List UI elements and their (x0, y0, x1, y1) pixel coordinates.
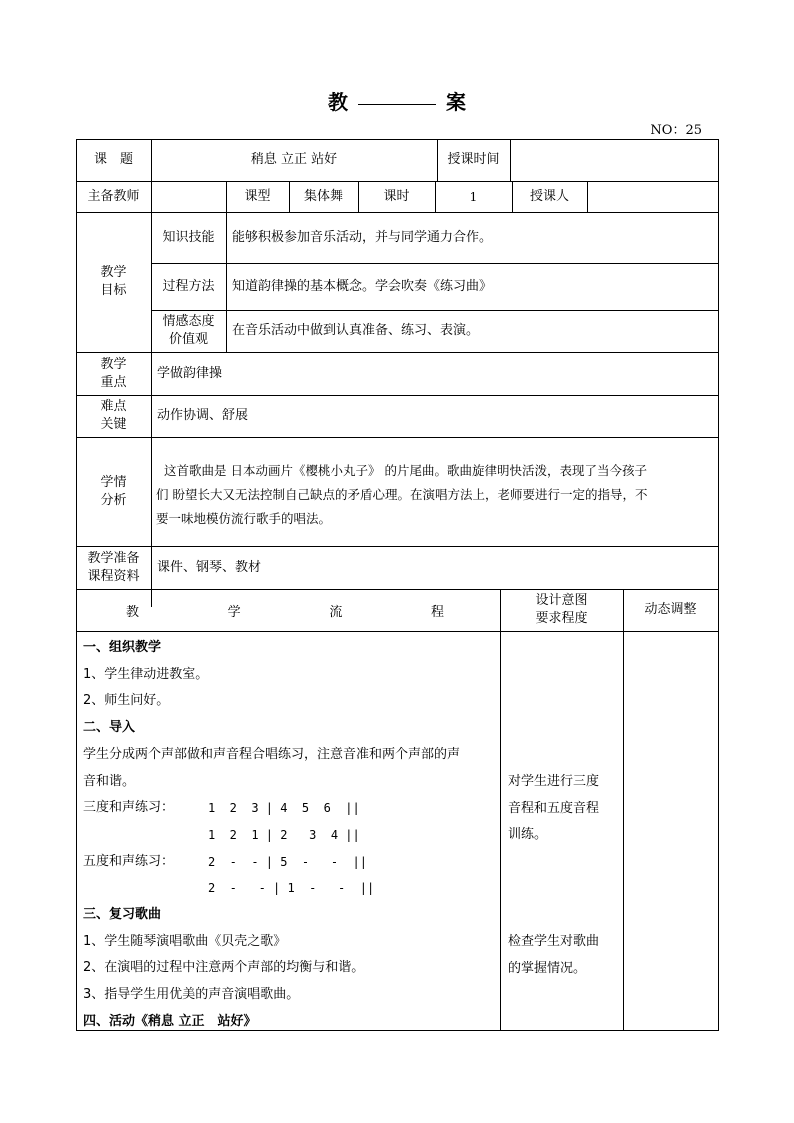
process-method-text: 知道韵律操的基本概念。学会吹奏《练习曲》 (232, 278, 493, 294)
lead-teacher-label: 主备教师 (87, 188, 140, 204)
goals-label-line2: 目标 (100, 283, 127, 298)
third-harmony-notation-1: 1 2 3 | 4 5 6 || (208, 801, 360, 816)
list-item: 1、学生律动进教室。 (83, 666, 209, 682)
design-intent-header-line2: 要求程度 (535, 611, 588, 626)
list-item: 1、学生随琴演唱歌曲《贝壳之歌》 (83, 933, 287, 949)
fifth-harmony-row (83, 849, 498, 876)
lecturer-value (587, 181, 718, 212)
process-method-label: 过程方法 (162, 278, 215, 294)
class-hours-value: 1 (469, 189, 478, 204)
process-header-char-4: 程 (430, 604, 444, 620)
difficulties-label-line1: 难点 (100, 399, 127, 414)
third-harmony-row (83, 795, 498, 822)
process-header-title (126, 589, 444, 631)
lecturer-label: 授课人 (529, 188, 569, 204)
third-harmony-label: 三度和声练习： (83, 800, 175, 816)
lesson-type-label: 课型 (244, 188, 271, 204)
emotion-values-label-line1: 情感态度 (162, 314, 215, 329)
fifth-harmony-label: 五度和声练习： (83, 853, 175, 869)
knowledge-skills-text: 能够积极参加音乐活动，并与同学通力合作。 (232, 229, 493, 245)
prep-label-line2: 课程资料 (87, 568, 140, 584)
analysis-label (76, 437, 151, 546)
third-harmony-notation-2: 1 2 1 | 2 3 4 || (208, 827, 360, 842)
analysis-label-line1: 学情 (100, 474, 127, 490)
topic-label: 课 题 (93, 152, 133, 167)
knowledge-skills-label: 知识技能 (162, 229, 215, 245)
section-review-title: 三、复习歌曲 (83, 906, 162, 922)
emotion-values-text: 在音乐活动中做到认真准备、练习、表演。 (232, 323, 480, 338)
document-number: NO：25 (650, 123, 702, 138)
goals-label-line1: 教学 (100, 265, 127, 280)
goals-label (76, 212, 151, 352)
class-hours-label: 课时 (383, 188, 410, 204)
design-intent-1-line1: 对学生进行三度 (508, 774, 600, 789)
key-points-label (76, 352, 151, 395)
analysis-line-3: 要一味地模仿流行歌手的唱法。 (156, 511, 332, 526)
difficulties-label (76, 395, 151, 437)
analysis-label-line2: 分析 (100, 492, 127, 508)
analysis-line-2: 们 盼望长大又无法控制自己缺点的矛盾心理。在演唱方法上，老师要进行一定的指导，不 (156, 487, 648, 502)
emotion-values-label (151, 310, 226, 352)
fifth-harmony-row-2 (83, 875, 498, 902)
fifth-harmony-notation-1: 2 - - | 5 - - || (208, 854, 367, 869)
key-points-label-line2: 重点 (100, 374, 127, 390)
analysis-text (156, 459, 716, 531)
key-points-label-line1: 教学 (100, 356, 127, 372)
topic-value: 稍息 立正 站好 (250, 152, 338, 167)
prep-text: 课件、钢琴、教材 (157, 559, 262, 575)
prep-label (76, 546, 151, 589)
emotion-values-label-line2: 价值观 (168, 332, 208, 347)
section-activity-title: 四、活动《稍息 立正 站好》 (83, 1013, 257, 1029)
lesson-time-value (510, 139, 718, 181)
list-item: 3、指导学生用优美的声音演唱歌曲。 (83, 987, 300, 1003)
list-item: 2、师生问好。 (83, 693, 170, 709)
fifth-harmony-notation-2: 2 - - | 1 - - || (208, 881, 375, 896)
third-harmony-row-2 (83, 822, 498, 849)
process-header-char-1: 教 (126, 604, 140, 620)
design-intent-2 (508, 929, 620, 982)
process-content (83, 635, 498, 1035)
design-intent-2-line2: 的掌握情况。 (508, 960, 587, 976)
lesson-time-label: 授课时间 (447, 152, 500, 167)
difficulties-label-line2: 关键 (100, 417, 127, 432)
lesson-type-value: 集体舞 (303, 188, 343, 204)
design-intent-1-line3: 训练。 (508, 827, 548, 843)
key-points-text: 学做韵律操 (157, 365, 223, 381)
design-intent-1 (508, 769, 620, 849)
title-underline (358, 103, 436, 105)
intro-paragraph-line1: 学生分成两个声部做和声音程合唱练习，注意音准和两个声部的声 (83, 746, 461, 762)
design-intent-header-line1: 设计意图 (535, 593, 588, 608)
lead-teacher-value (151, 181, 226, 212)
page-title (0, 86, 794, 115)
section-intro-title: 二、导入 (83, 720, 136, 736)
analysis-line-1: 这首歌曲是 日本动画片《樱桃小丸子》 的片尾曲。歌曲旋律明快活泼，表现了当今孩子 (164, 463, 647, 478)
title-char-right: 案 (446, 90, 466, 114)
process-header-char-2: 学 (227, 604, 241, 620)
difficulties-text: 动作协调、舒展 (157, 408, 249, 423)
list-item: 2、在演唱的过程中注意两个声部的均衡与和谐。 (83, 960, 365, 976)
process-header-char-3: 流 (329, 604, 343, 620)
title-char-left: 教 (328, 90, 348, 114)
dynamic-adjust-header: 动态调整 (644, 602, 697, 617)
intro-paragraph-line2: 音和谐。 (83, 773, 136, 789)
section-organize-title: 一、组织教学 (83, 640, 162, 655)
design-intent-2-line1: 检查学生对歌曲 (508, 934, 600, 949)
design-intent-1-line2: 音程和五度音程 (508, 800, 600, 816)
design-intent-header (500, 589, 623, 631)
prep-label-line1: 教学准备 (87, 550, 140, 566)
